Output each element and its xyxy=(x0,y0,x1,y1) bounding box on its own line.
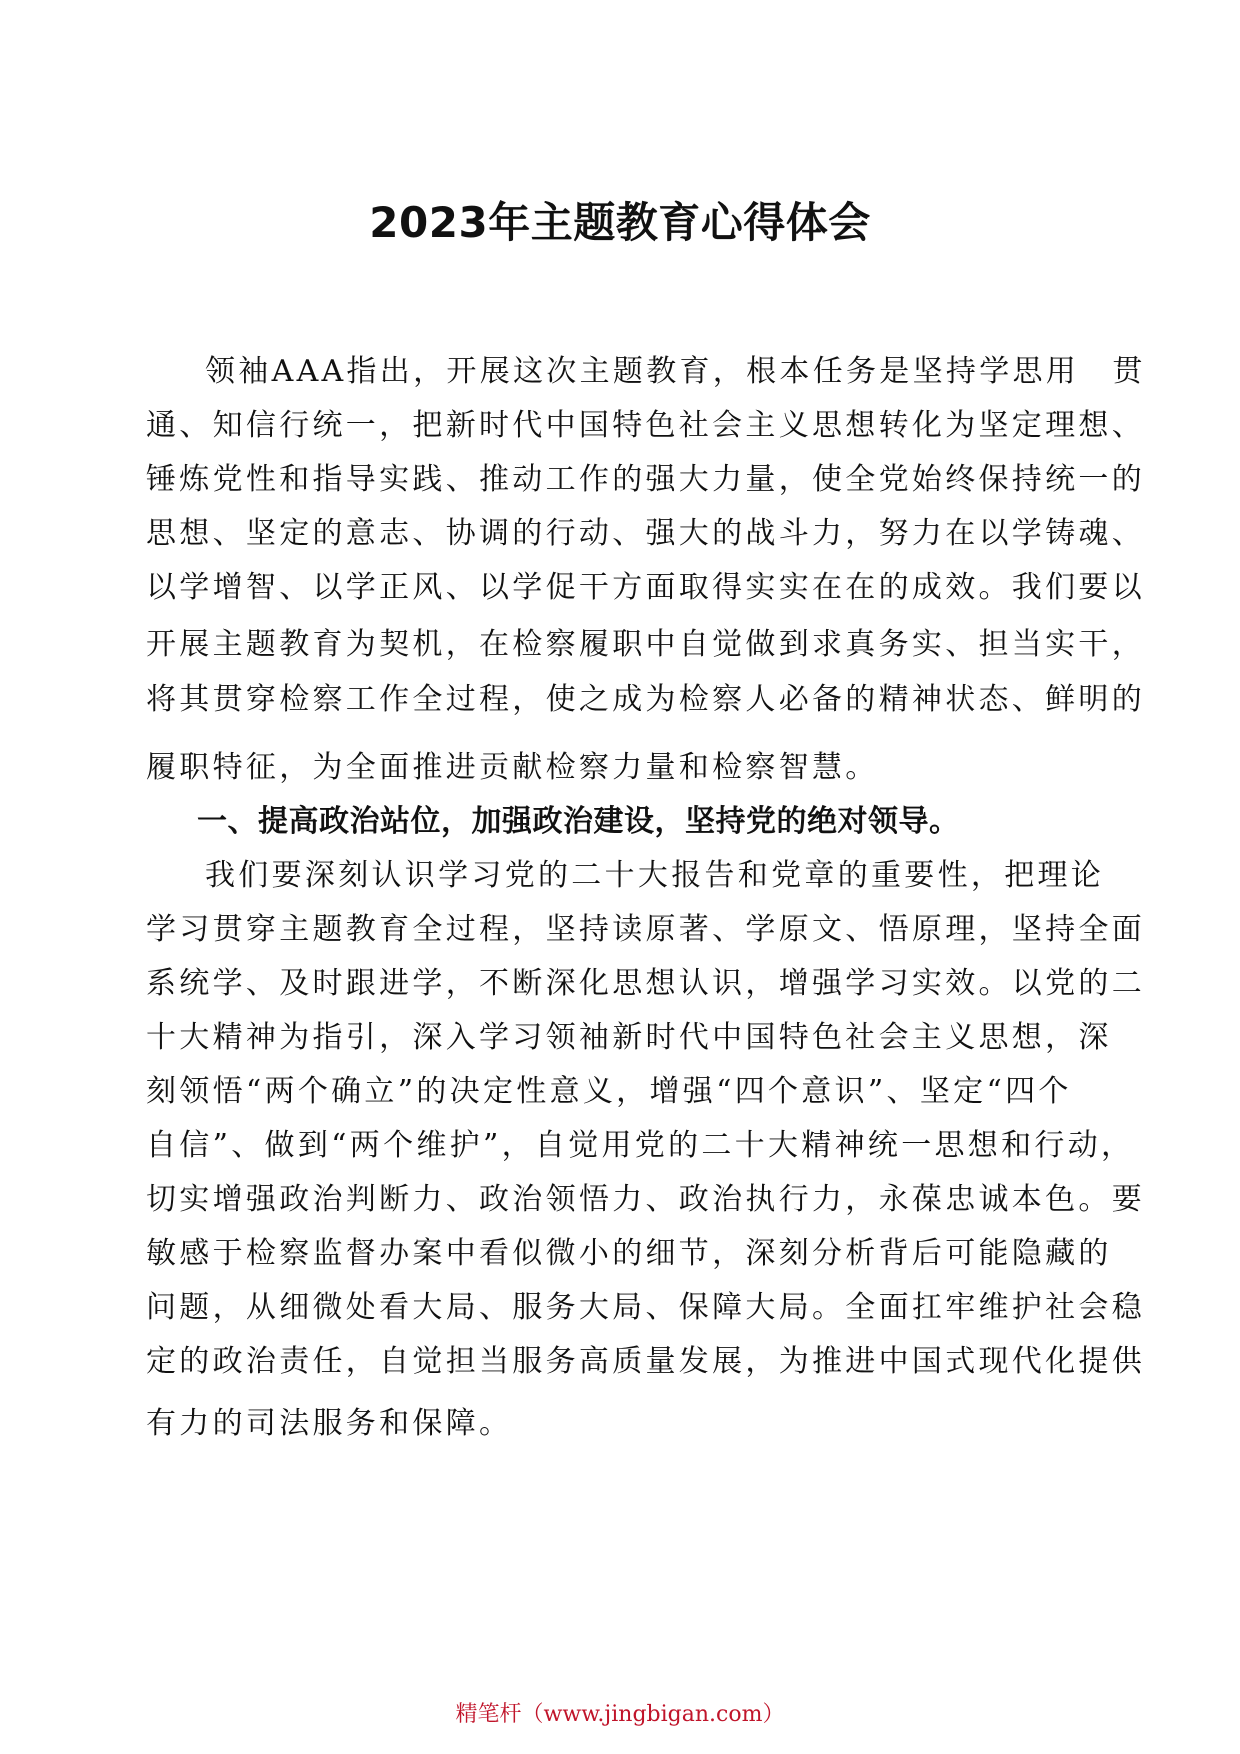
paragraph-2-line-9: 问题，从细微处看大局、服务大局、保障大局。全面扛牢维护社会稳 xyxy=(146,1290,1145,1325)
section-heading-1: 一、提高政治站位，加强政治建设，坚持党的绝对领导。 xyxy=(197,804,960,839)
paragraph-1-line-7: 将其贯穿检察工作全过程，使之成为检察人必备的精神状态、鲜明的 xyxy=(146,682,1145,717)
paragraph-2-line-7: 切实增强政治判断力、政治领悟力、政治执行力，永葆忠诚本色。要 xyxy=(146,1182,1145,1217)
paragraph-2-line-1: 我们要深刻认识学习党的二十大报告和党章的重要性，把理论 xyxy=(205,858,1105,893)
paragraph-1-line-3: 锤炼党性和指导实践、推动工作的强大力量，使全党始终保持统一的 xyxy=(146,462,1145,497)
paragraph-2-line-5: 刻领悟“两个确立”的决定性意义，增强“四个意识”、坚定“四个 xyxy=(146,1074,1072,1109)
paragraph-1-line-2: 通、知信行统一，把新时代中国特色社会主义思想转化为坚定理想、 xyxy=(146,408,1145,443)
document-title: 2023年主题教育心得体会 xyxy=(369,198,871,247)
paragraph-1-line-1: 领袖AAA指出，开展这次主题教育，根本任务是坚持学思用 贯 xyxy=(205,354,1146,389)
paragraph-2-line-11: 有力的司法服务和保障。 xyxy=(146,1406,513,1441)
paragraph-1-line-4: 思想、坚定的意志、协调的行动、强大的战斗力，努力在以学铸魂、 xyxy=(146,516,1145,551)
paragraph-2-line-10: 定的政治责任，自觉担当服务高质量发展，为推进中国式现代化提供 xyxy=(146,1344,1145,1379)
paragraph-2-line-4: 十大精神为指引，深入学习领袖新时代中国特色社会主义思想，深 xyxy=(146,1020,1112,1055)
paragraph-2-line-8: 敏感于检察监督办案中看似微小的细节，深刻分析背后可能隐藏的 xyxy=(146,1236,1112,1271)
paragraph-2-line-3: 系统学、及时跟进学，不断深化思想认识，增强学习实效。以党的二 xyxy=(146,966,1145,1001)
paragraph-1-line-6: 开展主题教育为契机，在检察履职中自觉做到求真务实、担当实干， xyxy=(146,627,1145,662)
paragraph-2-line-2: 学习贯穿主题教育全过程，坚持读原著、学原文、悟原理，坚持全面 xyxy=(146,912,1145,947)
paragraph-1-line-8: 履职特征，为全面推进贡献检察力量和检察智慧。 xyxy=(146,750,879,785)
paragraph-2-line-6: 自信”、做到“两个维护”，自觉用党的二十大精神统一思想和行动， xyxy=(146,1128,1135,1163)
paragraph-1-line-5: 以学增智、以学正风、以学促干方面取得实实在在的成效。我们要以 xyxy=(146,570,1145,605)
footer-watermark: 精笔杆（www.jingbigan.com） xyxy=(455,1702,785,1727)
